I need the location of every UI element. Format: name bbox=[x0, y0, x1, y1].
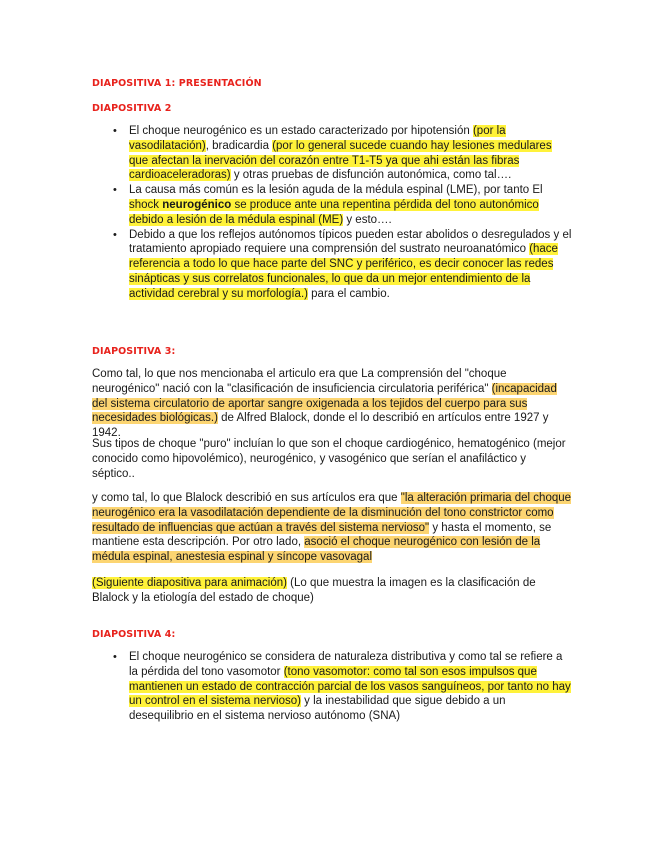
paragraph-siguiente-diapositiva bbox=[92, 576, 572, 606]
text-run: de Alfred Blalock, donde el lo describió en artículos entre 1927 y 1942. bbox=[92, 412, 549, 440]
highlighted-text: "la alteración primaria del choque neurogénico era la vasodilatación dependiente de la disminución del tono constrictor como resultado de influencias que actúan a través del sistema nervioso" bbox=[92, 492, 572, 534]
text-run: Como tal, lo que nos mencionaba el articulo era que La comprensión del "choque neurogénico" nació con la "clasificación de insuficiencia circulatoria periférica" bbox=[92, 368, 507, 395]
text-run: y esto…. bbox=[343, 213, 392, 226]
highlighted-text: (por la vasodilatación) bbox=[129, 125, 506, 152]
text-run: y la inestabilidad que sigue debido a un desequilibrio en el sistema nervioso autónomo (SNA) bbox=[129, 695, 506, 723]
highlighted-text: asoció el choque neurogénico con lesión de la médula espinal, anestesia espinal y síncope vasovagal bbox=[92, 536, 541, 564]
highlighted-text: (Siguiente diapositiva para animación) bbox=[92, 577, 287, 589]
heading-diapositiva-4: DIAPOSITIVA 4: bbox=[92, 629, 176, 640]
list-item bbox=[92, 650, 572, 724]
text-run: y como tal, lo que Blalock describió en sus artículos era que bbox=[92, 492, 401, 504]
bullet-icon: • bbox=[113, 651, 117, 663]
text-run: El choque neurogénico se considera de naturaleza distributiva y como tal se refiere a la pérdida del tono vasomotor bbox=[129, 651, 563, 678]
text-run: , bradicardia bbox=[205, 139, 273, 152]
bullet-icon: • bbox=[113, 228, 117, 241]
heading-diapositiva-1: DIAPOSITIVA 1: PRESENTACIÓN bbox=[92, 78, 262, 89]
text-run: y hasta el momento, se mantiene esta descripción. Por otro lado, bbox=[92, 521, 552, 549]
list-item bbox=[92, 228, 572, 302]
highlighted-text: (por lo general sucede cuando hay lesiones medulares que afectan la inervación del corazón entre T1-T5 ya que ahi están las fibras cardioaceleradoras) bbox=[129, 139, 552, 182]
bullet-icon: • bbox=[113, 184, 117, 197]
paragraph-blalock-description bbox=[92, 491, 572, 565]
highlighted-text: shock bbox=[129, 198, 163, 211]
highlighted-text: (incapacidad del sistema circulatorio de aportar sangre oxigenada a los tejidos del cuerpo para sus necesidades biológicas.) bbox=[92, 382, 557, 425]
heading-diapositiva-3: DIAPOSITIVA 3: bbox=[92, 346, 176, 357]
highlighted-text: (hace referencia a todo lo que hace parte del SNC y periférico, es decir conocer las redes sinápticas y sus correlatos funcionales, lo que da un mejor entendimiento de la actividad cerebral y su morfología.) bbox=[129, 243, 558, 300]
text-run: y otras pruebas de disfunción autonómica, como tal…. bbox=[230, 169, 512, 182]
paragraph-tipos-choque: Sus tipos de choque "puro" incluían lo que son el choque cardiogénico, hematogénico (mejor conocido como hipovolémico), neurogénico, y vasogénico que serían el anafiláctico y séptico.. bbox=[92, 438, 566, 480]
paragraph-blalock-intro bbox=[92, 367, 572, 441]
text-run: La causa más común es la lesión aguda de la médula espinal (LME), por tanto El bbox=[129, 184, 543, 197]
text-run: para el cambio. bbox=[307, 287, 390, 300]
text-run: El choque neurogénico es un estado caracterizado por hipotensión bbox=[129, 125, 473, 137]
highlighted-text: se produce ante una repentina pérdida del tono autonómico debido a lesión de la médula espinal (ME) bbox=[129, 198, 539, 226]
highlighted-text: (tono vasomotor: como tal son esos impulsos que mantienen un estado de contracción parcial de los vasos sanguíneos, por tanto no hay un control en el sistema nervioso) bbox=[129, 665, 571, 708]
bullet-icon: • bbox=[113, 125, 117, 137]
heading-diapositiva-2: DIAPOSITIVA 2 bbox=[92, 103, 172, 114]
bullet-list-diapositiva-2 bbox=[92, 124, 572, 302]
list-item bbox=[92, 124, 572, 183]
bullet-list-diapositiva-4 bbox=[92, 650, 572, 724]
text-run: Debido a que los reflejos autónomos típicos pueden estar abolidos o desregulados y el tratamiento apropiado requiere una comprensión del sustrato neuroanatómico bbox=[129, 228, 572, 256]
highlighted-bold-text: neurogénico bbox=[162, 198, 232, 211]
list-item bbox=[92, 183, 572, 227]
text-run: (Lo que muestra la imagen es la clasificación de Blalock y la etiología del estado de choque) bbox=[92, 577, 536, 604]
